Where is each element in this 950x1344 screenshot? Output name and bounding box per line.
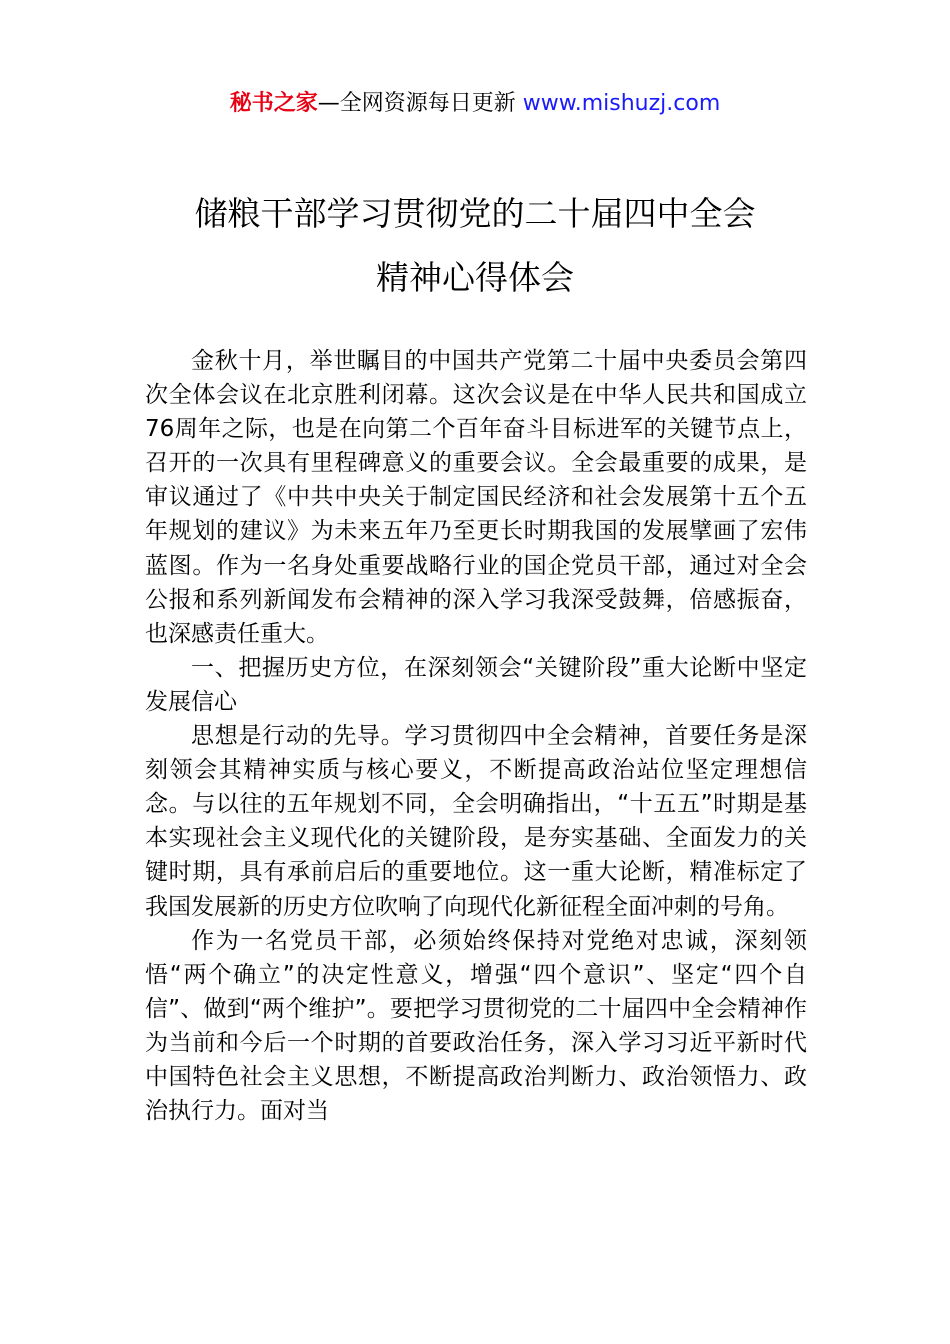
title-line-1: 储粮干部学习贯彻党的二十届四中全会 (194, 194, 756, 233)
site-url-link[interactable]: www.mishuzj.com (522, 91, 721, 116)
paragraph-intro: 金秋十月，举世瞩目的中国共产党第二十届中央委员会第四次全体会议在北京胜利闭幕。这次会议是在中华人民共和国成立76周年之际，也是在向第二个百年奋斗目标进军的关键节点上，召开的一次具有里程碑意义的重要会议。全会最重要的成果，是审议通过了《中共中央关于制定国民经济和社会发展第十五个五年规划的建议》为未来五年乃至更长时期我国的发展擘画了宏伟蓝图。作为一名身处重要战略行业的国企党员干部，通过对全会公报和系列新闻发布会精神的深入学习我深受鼓舞，倍感振奋，也深感责任重大。 (145, 348, 807, 647)
document-body (145, 344, 807, 1128)
site-tagline: —全网资源每日更新 (317, 91, 523, 116)
paragraph-3: 作为一名党员干部，必须始终保持对党绝对忠诚，深刻领悟“两个确立”的决定性意义，增强“四个意识”、坚定“四个自信”、做到“两个维护”。要把学习贯彻党的二十届四中全会精神作为当前和今后一个时期的首要政治任务，深入学习习近平新时代中国特色社会主义思想，不断提高政治判断力、政治领悟力、政治执行力。面对当 (145, 927, 807, 1125)
paragraph-2: 思想是行动的先导。学习贯彻四中全会精神，首要任务是深刻领会其精神实质与核心要义，不断提高政治站位坚定理想信念。与以往的五年规划不同，全会明确指出，“十五五”时期是基本实现社会主义现代化的关键阶段，是夯实基础、全面发力的关键时期，具有承前启后的重要地位。这一重大论断，精准标定了我国发展新的历史方位吹响了向现代化新征程全面冲刺的号角。 (145, 723, 807, 920)
site-name: 秘书之家 (229, 91, 318, 116)
section-heading-1: 一、把握历史方位，在深刻领会“关键阶段”重大论断中坚定发展信心 (145, 654, 807, 715)
title-line-2: 精神心得体会 (376, 258, 574, 297)
document-title (0, 182, 950, 310)
site-header (0, 88, 950, 120)
